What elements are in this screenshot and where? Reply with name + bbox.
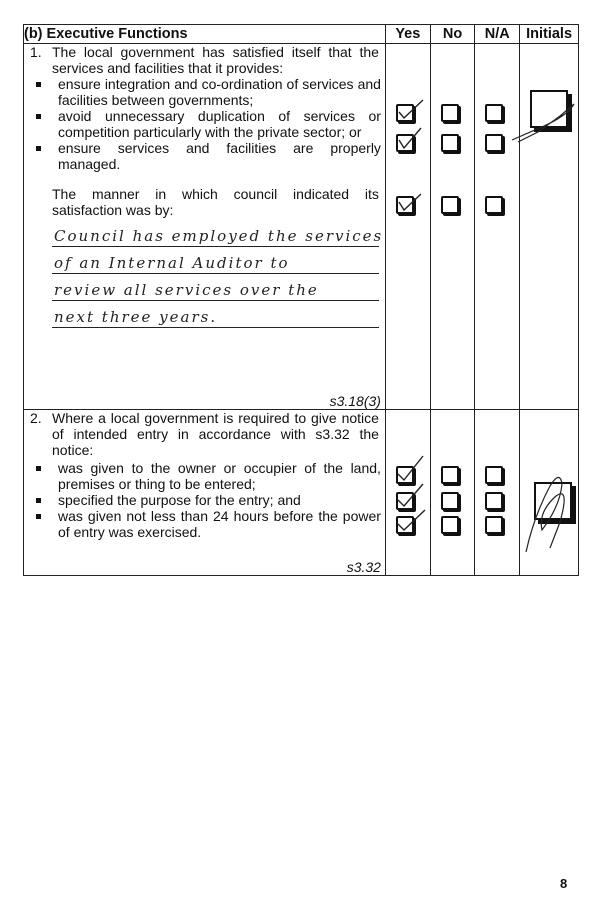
handwriting-text: Council has employed the services <box>54 227 384 245</box>
answer-line <box>52 301 379 328</box>
na-checkbox-1[interactable] <box>485 104 503 122</box>
check-mark-icon <box>395 460 425 484</box>
question-2-bullets <box>24 460 385 540</box>
header-row <box>24 25 579 44</box>
no-header: No <box>430 25 475 44</box>
reference-s3-18: s3.18(3) <box>329 393 381 409</box>
no-checkbox-1[interactable] <box>441 104 459 122</box>
handwriting-text: review all services over the <box>54 281 319 299</box>
list-item: ensure integration and co-ordination of services and facilities between governments; <box>24 76 381 108</box>
question-2-number: 2. <box>30 410 42 426</box>
check-mark-icon <box>395 510 425 534</box>
list-item: ensure services and facilities are properly managed. <box>24 140 381 172</box>
na-checkbox-6[interactable] <box>485 516 503 534</box>
yes-header: Yes <box>385 25 430 44</box>
initials-header: Initials <box>520 25 579 44</box>
no-column <box>430 44 475 410</box>
na-checkbox-2[interactable] <box>485 134 503 152</box>
handwriting-text: next three years. <box>54 308 218 326</box>
question-1-row <box>24 44 579 410</box>
list-item: was given to the owner or occupier of the land, premises or thing to be entered; <box>24 460 381 492</box>
check-mark-icon <box>395 128 425 152</box>
yes-checkbox-3[interactable] <box>396 196 414 214</box>
signature-icon <box>520 456 576 556</box>
executive-functions-table <box>23 24 579 576</box>
answer-line <box>52 220 384 247</box>
question-2-text: Where a local government is required to give notice of intended entry in accordance with s3.32 the notice: <box>52 410 379 458</box>
manner-label: The manner in which council indicated its satisfaction was by: <box>52 186 379 218</box>
handwritten-answer <box>52 220 385 328</box>
na-checkbox-4[interactable] <box>485 466 503 484</box>
yes-column <box>385 44 430 410</box>
check-mark-icon <box>395 190 425 214</box>
na-checkbox-5[interactable] <box>485 492 503 510</box>
initials-column <box>520 410 579 576</box>
section-title: (b) Executive Functions <box>24 25 386 44</box>
list-item: specified the purpose for the entry; and <box>24 492 381 508</box>
no-checkbox-5[interactable] <box>441 492 459 510</box>
yes-column <box>385 410 430 576</box>
signature-icon <box>508 94 578 144</box>
question-1-number: 1. <box>30 44 42 60</box>
no-checkbox-6[interactable] <box>441 516 459 534</box>
yes-checkbox-2[interactable] <box>396 134 414 152</box>
page-number: 8 <box>560 876 568 891</box>
question-2-row <box>24 410 579 576</box>
check-mark-icon <box>395 486 425 510</box>
answer-line <box>52 274 379 301</box>
check-mark-icon <box>395 98 425 122</box>
no-column <box>430 410 475 576</box>
list-item: avoid unnecessary duplication of services or competition particularly with the private sector; or <box>24 108 381 140</box>
yes-checkbox-6[interactable] <box>396 516 414 534</box>
handwriting-text: of an Internal Auditor to <box>54 254 290 272</box>
na-checkbox-3[interactable] <box>485 196 503 214</box>
yes-checkbox-5[interactable] <box>396 492 414 510</box>
question-1-text: The local government has satisfied itself that the services and facilities that it provides: <box>52 44 379 76</box>
question-1-cell <box>24 44 386 410</box>
answer-line <box>52 247 379 274</box>
na-column <box>475 410 520 576</box>
initials-column <box>520 44 579 410</box>
reference-s3-32: s3.32 <box>346 559 381 575</box>
no-checkbox-2[interactable] <box>441 134 459 152</box>
yes-checkbox-1[interactable] <box>396 104 414 122</box>
yes-checkbox-4[interactable] <box>396 466 414 484</box>
no-checkbox-3[interactable] <box>441 196 459 214</box>
list-item: was given not less than 24 hours before the power of entry was exercised. <box>24 508 381 540</box>
no-checkbox-4[interactable] <box>441 466 459 484</box>
question-2-cell <box>24 410 386 576</box>
question-1-bullets <box>24 76 385 172</box>
na-header: N/A <box>475 25 520 44</box>
